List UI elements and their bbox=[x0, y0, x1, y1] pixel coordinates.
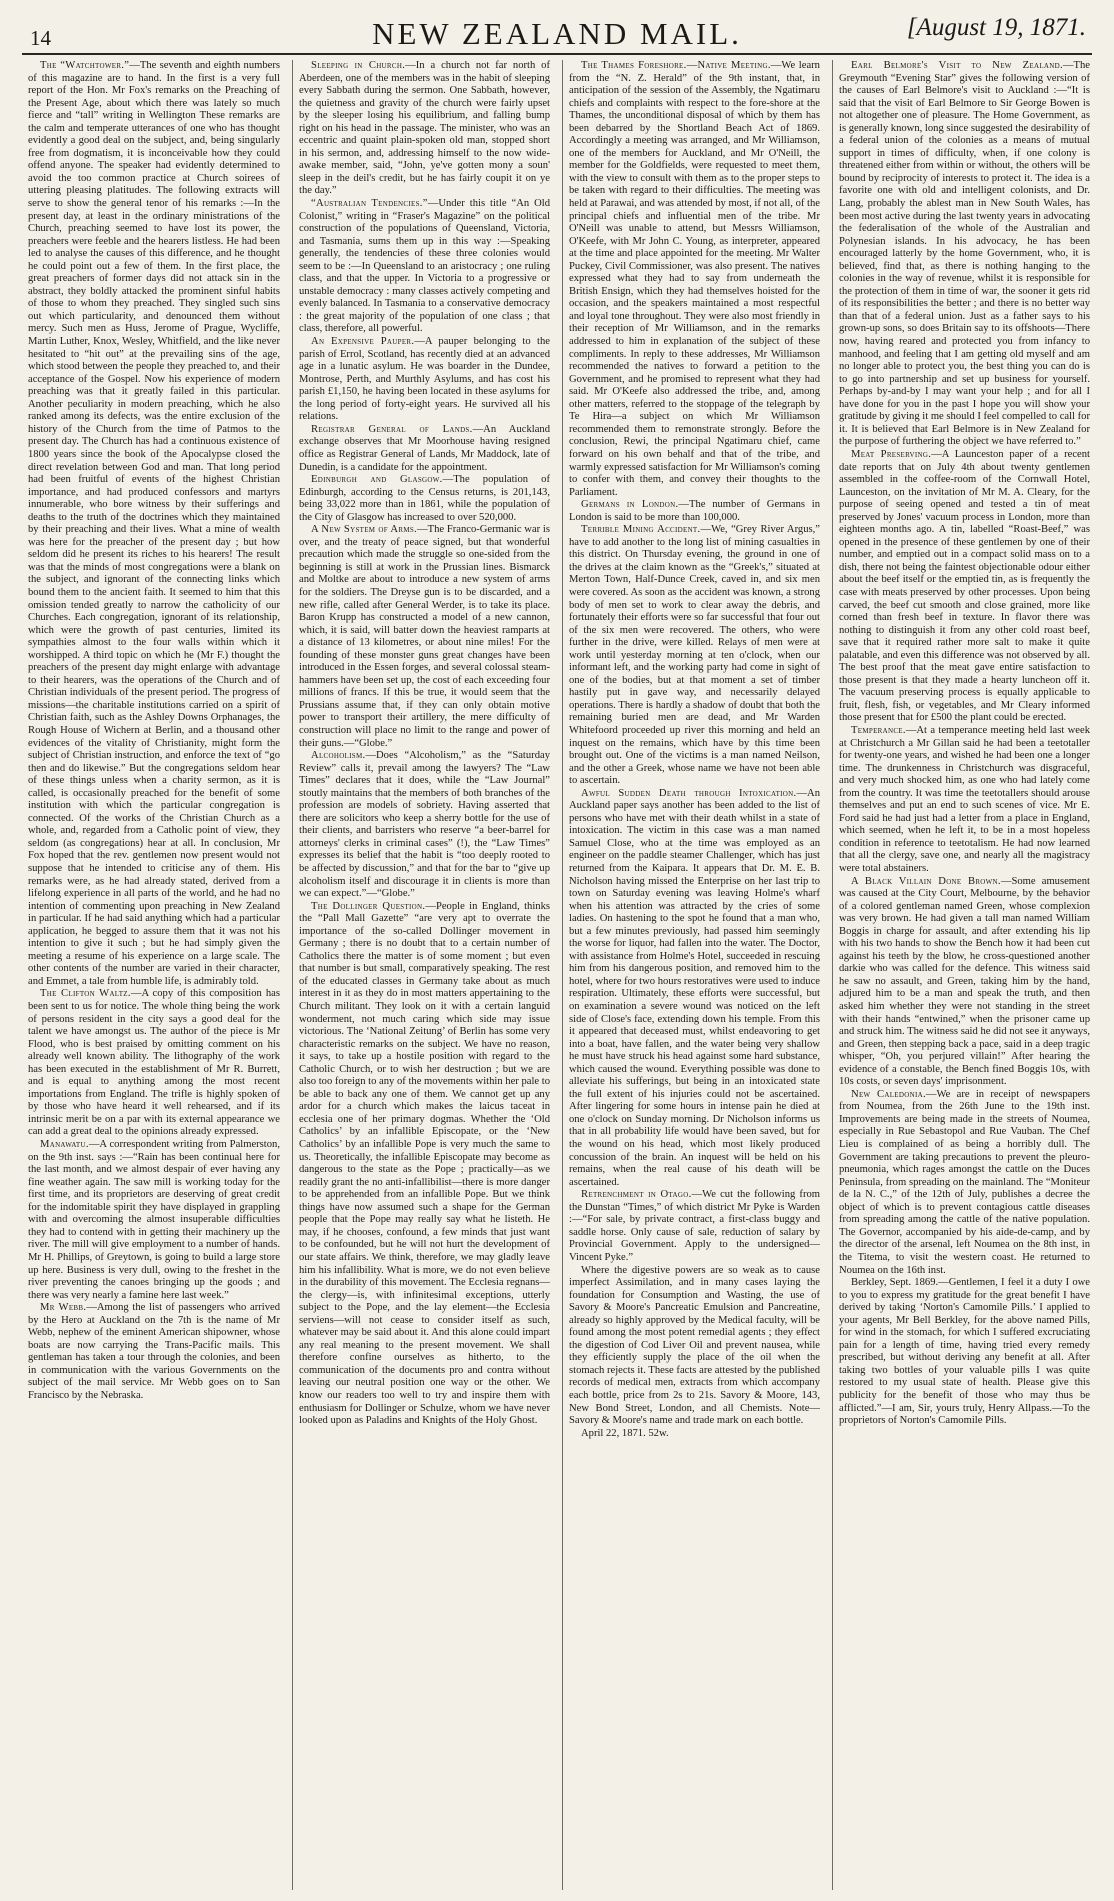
article-heading: “Australian Tendencies.” bbox=[311, 198, 428, 210]
article-body: —In a church not far north of Aberdeen, one of the members was in the habit of sleeping every Sabbath during the sermon. One Sabbath, however, the quietness and gravity of the church were fairly upset by the sleeper losing his equilibrium, and falling bump right on his head in the passage. The minister, who was an eccentric and quaint plain-spoken old man, stopped short in his sermon, and, addressing himself to the now wide-awake member, said, “John, ye've gotten mony a soun' sleep in the deil's credit, but he has fairly coupit it on ye the day.” bbox=[299, 60, 550, 197]
article-heading: Alcoholism. bbox=[311, 750, 366, 762]
article bbox=[839, 725, 1090, 876]
article-heading: A Black Villain Done Brown. bbox=[851, 875, 1001, 887]
article-body: —An Auckland paper says another has been added to the list of persons who have met with their death whilst in a state of intoxication. The victim in this case was a man named Samuel Close, who at the time was employed as an engineer on the paddle steamer Challenger, which has just returned from the Kaipara. It appears that Dr. M. E. B. Nicholson having missed the Enterprise on her last trip to town on Saturday evening was leaving Holme's wharf when his attention was attracted by the cries of some ladies. On hastening to the spot he found that a man who, but a few minutes previously, had passed him seemingly the worse for liquor, had fallen into the water. The Doctor, with assistance from Holme's Hotel, succeeded in rescuing him from his dangerous position, and removed him to the hotel, where for two hours restoratives were used to induce respiration. Ultimately, these efforts were successful, but on examination a severe wound was noticed on the left side of Close's face, extending down his temple. From this it appeared that deceased must, whilst endeavoring to get into a boat, have fallen, and the water being very shallow he must have struck his head against some hard substance, which caused the wound. Everything possible was done to alleviate his sufferings, but being in an intoxicated state the full extent of his injuries could not be ascertained. After lingering for some hours in intense pain he died at one o'clock on Sunday morning. Dr Nicholson informs us that in all probability life would have been saved, but for the wound on his head, which most likely produced concussion of the brain. An inquest will be held on his remains, when the real cause of his death will be ascertained. bbox=[569, 787, 820, 1188]
article bbox=[569, 1428, 820, 1441]
article bbox=[569, 1189, 820, 1264]
article bbox=[299, 336, 550, 424]
article-body: —A Launceston paper of a recent date reports that on July 4th about twenty gentlemen assembled in the coffee-room of the Cornwall Hotel, Launceston, on the invitation of Mr M. A. Cleary, for the purpose of seeing opened and tested a tin of meat preserved by Jones' vacuum process in London, more than eighteen months ago. A tin, labelled “Roast-Beef,” was opened in the presence of these gentlemen by one of their number, and emptied out in a compact solid mass on to a dish, there not being the faintest objectionable odour either about the beef itself or the emptied tin, as is frequently the case with meats preserved by other processes. Upon being carved, the beef cut smooth and close grained, more like corned than fresh beef in texture. In flavor there was nothing to distinguish it from any other cold roast beef, save that it required rather more salt to make it quite palatable, and even this difference was not observed by all. The best proof that the meat gave entire satisfaction to those present is that they made a hearty luncheon off it. The vacuum preserving process is equally applicable to fruit, flesh, fish, or vegetables, and Mr Cleary informed those present that for £500 the plant could be erected. bbox=[839, 448, 1090, 724]
article-heading: The Clifton Waltz. bbox=[40, 988, 131, 1000]
article-body: —People in England, thinks the “Pall Mall Gazette” “are very apt to overrate the importance of the so-called Dollinger movement in Germany ; there is no doubt that to a certain number of Catholics there the matter is of some moment ; but even that number is but small, comparatively speaking. The rest of the educated classes in Germany take about as much interest in it as they do in most matters appertaining to the Church militant. They look on it with a certain languid wonderment, not much caring which side may issue victorious. The ‘National Zeitung’ of Berlin has some very characteristic remarks on the subject. We have no reason, it says, to take up a hostile position with regard to the Catholic Church, or to wish her destruction ; but we are also too foreign to any of the movements within her pale to be able to back any one of them. We cannot get up any ardor for a church which makes the laicus taceat in ecclesia one of her primary dogmas. Whether the ‘Old Catholics’ by an infallible Episcopate, or the ‘New Catholics’ by an infallible Pope is very much the same to us. Theoretically, the infallible Episcopate may become as dangerous to the state as the Pope ; practically—as we readily grant the no anti-infallibilist—there is more danger to be apprehended from an infallible Pope. But we think things have now assumed such a shape for the German people that the Pope may really say what he listeth. He may, if he chooses, confound, a few minds that just want to be confounded, but he will not hurt the development of our state affairs. We think, therefore, we may gladly leave him his infallibility. What is more, we do not even believe in the durability of this movement. The Ecclesia regnans—the clergy—is, with infinitesimal exceptions, utterly subject to the Pope, and the lay element—the Ecclesia serviens—will not cease to consider itself as such, whatever may be said about it. And this alone could impart any real meaning to the present movement. We shall therefore confine ourselves as hitherto, to the communication of the documents pro and contra without leaving our neutral position one way or the other. We know our readers too well to try and inspire them with enthusiasm for Dollinger or Schulze, whom we have never looked upon as Paladins and Knights of the Holy Ghost. bbox=[299, 900, 550, 1427]
article bbox=[299, 198, 550, 336]
article bbox=[299, 750, 550, 901]
article bbox=[569, 524, 820, 787]
article-body: —At a temperance meeting held last week at Christchurch a Mr Gillan said he had been a teetotaller for twenty-one years, and wished he had been one a longer time. The drunkenness in Christchurch was disgraceful, and very much shocked him, as one who had lately come from the country. It was time the teetotallers should arouse themselves and put an end to such scenes of vice. Mr E. Ford said he had just had a letter from a place in England, which seemed, when he left it, to be in a most hopeless condition in reference to teetotalism. He had now learned that all the clergy, save one, and nearly all the magistracy were total abstainers. bbox=[839, 724, 1090, 874]
page-number: 14 bbox=[30, 26, 51, 50]
article-heading: New Caledonia. bbox=[851, 1088, 926, 1100]
article bbox=[299, 424, 550, 474]
article-body: —We, “Grey River Argus,” have to add another to the long list of mining casualties in this district. On Thursday evening, the ground in one of the drives at the claim known as the “Greek's,” situated at Merton Town, Half-Dunce Creek, caved in, and six men were covered. As soon as the accident was known, a strong body of men set to work to clear away the debris, and fortunately their efforts were so far successful that four out of the six men were recovered. The others, who were further in the drive, were killed. Relays of men were at work until yesterday morning at ten o'clock, when our informant left, and the working party had come in sight of one of the bodies, but at that moment a set of timber hastily put in gave way, and necessarily delayed operations. There is hardly a shadow of doubt that both the remaining buried men are dead, and Mr Warden Whitefoord proceeded up river this morning and held an inquest on the remains, which have by this time been brought out. One of the victims is a man named Neilson, and the other a Greek, whose name we have not been able to ascertain. bbox=[569, 524, 820, 787]
article-heading: The “Watchtower.” bbox=[40, 60, 130, 71]
article-body: —The Greymouth “Evening Star” gives the following version of the causes of Earl Belmore's visit to Auckland :—“It is said that the visit of Earl Belmore to Sir George Bowen is not altogether one of pleasure. The Home Government, as is generally known, long since suggested the desirability of a federal union of the colonies as a means of mutual support in times of difficulty, when, if one colony is threatened either from within or without, the others will be bound by reciprocity of interests to protect it. The idea is a favorite one with old and intelligent colonists, and Dr. Lang, probably the ablest man in New South Wales, has been most active during the last twenty years in advocating the federalisation of the whole of the Australian and Polynesian islands. In his advocacy, he has been encouraged latterly by the home Government, who, it is believed, find that, as there is nothing hanging to the colonies in the way of revenue, whilst it is responsible for the protection of them in time of war, the sooner it gets rid of its responsibilities the better ; and there is no better way than that of a federal union. Just as a father says to his grown-up sons, so does Britain say to its offshoots—There now, having reared and protected you from infancy to manhood, and feeling that I am getting old myself and am no longer able to protect you, the best thing you can do is to go into partnership and set up business for yourself. Perhaps by-and-by I may want your help ; and for all I have done for you in the past I hope you will show your gratitude by giving it me should I feel compelled to call for it. It is believed that Earl Belmore is in New Zealand for the purpose of furthering the object we have referred to.” bbox=[839, 60, 1090, 448]
article-heading: Temperance. bbox=[851, 724, 906, 736]
article bbox=[28, 60, 280, 988]
article-body: —Some amusement was caused at the City Court, Melbourne, by the behavior of a colored gentleman named Green, whose complexion was very brown. He had given a tall man named William Boggis in charge for assault, and after extending his lip with his two hands to show the Bench how it had been cut against his teeth by the blow, he cross-questioned another darkie who was called for the defence. This witness said he saw no assault, and Green, taking him by the hand, adjured him to be a man and speak the truth, and then asked him whether they were not standing in the street with their hands “entwined,” when the prisoner came up and struck him. The witness said he did not see it anyways, and Green, then stepping back a pace, said in a deep tragic whisper, “Oh, you perjured villain!” After hearing the evidence of a constable, the Bench fined Boggis 10s, with 10s costs, or seven days' imprisonment. bbox=[839, 875, 1090, 1088]
page-header bbox=[22, 14, 1092, 50]
article-body: Where the digestive powers are so weak as to cause imperfect Assimilation, and in many cases laying the foundation for Consumption and Wasting, the use of Savory & Moore's Pancreatic Emulsion and Pancreatine, already so highly approved by the Medical faculty, will be found among the most potent remedial agents ; they effect the digestion of Cod Liver Oil and prevent nausea, while they efficiently supply the place of the oil when the stomach rejects it. These facts are attested by the published records of medical men, extracts from which accompany each bottle, price from 2s to 21s. Savory & Moore, 143, New Bond Street, London, and all Chemists. Note—Savory & Moore's name and trade mark on each bottle. bbox=[569, 1264, 820, 1427]
columns bbox=[22, 60, 1096, 1890]
article bbox=[28, 1302, 280, 1402]
article-heading: Awful Sudden Death through Intoxication. bbox=[581, 787, 797, 799]
article-body: —We cut the following from the Dunstan “Times,” of which district Mr Pyke is Warden :—“For sale, by private contract, a first-class buggy and saddle horse. Only cause of sale, reduction of salary by Provincial Government. Apply to the undersigned—Vincent Pyke.” bbox=[569, 1189, 821, 1263]
article-body: —A correspondent writing from Palmerston, on the 9th inst. says :—“Rain has been continual here for the last month, and we almost despair of ever having any fine weather again. The saw mill is working today for the first time, and its proprietors are deserving of great credit for the indomitable spirit they have displayed in grappling with and overcoming the almost insuperable difficulties they had to contend with in getting their machinery up the river. The mill will give employment to a number of hands. Mr H. Phillips, of Greytown, is going to build a large store up here. Business is very dull, owing to the freshet in the river preventing the canoes bringing up the goods ; and there was very nearly a famine here last week.” bbox=[28, 1139, 280, 1301]
article bbox=[839, 1277, 1090, 1428]
article-body: April 22, 1871. 52w. bbox=[581, 1427, 669, 1439]
article-body: —Among the list of passengers who arrived by the Hero at Auckland on the 7th is the name of Mr Webb, nephew of the eminent American shipowner, whose boats are now carrying the Trans-Pacific mails. This gentleman has taken a tour through the colonies, and been in communication with the various Governments on the subject of the mail service. Mr Webb goes on to San Francisco by the Nebraska. bbox=[28, 1302, 280, 1401]
article bbox=[839, 876, 1090, 1089]
article-heading: The Dollinger Question. bbox=[311, 900, 426, 912]
article bbox=[569, 60, 820, 499]
article-heading: Registrar General of Lands. bbox=[311, 423, 473, 435]
column-2 bbox=[292, 60, 556, 1890]
article-body: —Does “Alcoholism,” as the “Saturday Review” calls it, prevail among the lawyers? The “Law Times” declares that it does, while the “Law Journal” stoutly maintains that the members of both branches of the profession are models of sobriety. Having asserted that there are solicitors who keep a sherry bottle for the use of their clients, and barristers who reserve “a beer-barrel for attorneys' clerks in criminal cases” (!), the “Law Times” expresses its belief that the habit is “too deeply rooted to be affected by discussion,” and that for the bar to “give up alcoholism itself and discourage it in clients is more than we can expect.”—“Globe.” bbox=[299, 750, 550, 900]
article-heading: Earl Belmore's Visit to New Zealand. bbox=[851, 60, 1063, 71]
article-body: —Under this title “An Old Colonist,” writing in “Fraser's Magazine” on the political construction of the populations of Queensland, Victoria, and Tasmania, sums them up in this way :—Speaking generally, the tendencies of these three colonies would seem to be :—In Queensland to an aristocracy ; one ruling class, and that the upper. In Victoria to a progressive or unstable democracy : many classes actively competing and evenly balanced. In Tasmania to a conservative democracy : the great majority of the population of one class ; that class, therefore, all powerful. bbox=[299, 198, 551, 335]
article-body: —An Auckland exchange observes that Mr Moorhouse having resigned office as Registrar General of Lands, Mr Maddock, late of Dunedin, is a candidate for the appointment. bbox=[299, 423, 550, 473]
article bbox=[28, 988, 280, 1139]
article-heading: Mr Webb. bbox=[40, 1302, 87, 1314]
article-body: —The Franco-Germanic war is over, and the treaty of peace signed, but that wonderful precaution which made the struggle so one-sided from the beginning is still at work in the Prussian lines. Bismarck and Moltke are about to introduce a new system of arms for the soldiers. The Dreyse gun is to be discarded, and a new rifle, called after General Werder, is to take its place. Baron Krupp has constructed a model of a new cannon, which, it is said, will batter down the heaviest ramparts at a distance of 13 kilometres, or about nine miles! For the founding of these monster guns great changes have been introduced in the Essen forges, and several colossal steam-hammers have been set up, the cost of each exceeding four millions of francs. If this be true, it would seem that the Prussians assume that, if they can only obtain motive power to transport their artillery, the mere difficulty of construction will place no limit to the range and power of their guns.—“Globe.” bbox=[299, 524, 550, 749]
article-heading: Terrible Mining Accident. bbox=[581, 524, 701, 536]
article bbox=[569, 1265, 820, 1428]
article bbox=[569, 499, 820, 524]
article bbox=[28, 1139, 280, 1302]
article bbox=[299, 474, 550, 524]
article-heading: The Thames Foreshore.—Native Meeting. bbox=[581, 60, 771, 71]
masthead-title: NEW ZEALAND MAIL. bbox=[372, 16, 742, 51]
article bbox=[299, 60, 550, 198]
article-heading: An Expensive Pauper. bbox=[311, 336, 415, 348]
article-heading: Meat Preserving. bbox=[851, 448, 932, 460]
issue-date: [August 19, 1871. bbox=[906, 14, 1086, 41]
column-3 bbox=[562, 60, 826, 1890]
column-4 bbox=[832, 60, 1096, 1890]
article-body: —A pauper belonging to the parish of Errol, Scotland, has recently died at an advanced age in a lunatic asylum. He was boarder in the Dundee, Montrose, Perth, and Murthly Asylums, and has cost his parish £1,150, he having been located in these asylums for the long period of forty-eight years. He survived all his relations. bbox=[299, 336, 550, 423]
article-heading: Retrenchment in Otago. bbox=[581, 1189, 692, 1201]
article-heading: Manawatu. bbox=[40, 1139, 89, 1151]
article-body: —The number of Germans in London is said to be more than 100,000. bbox=[569, 499, 820, 523]
article-body: —The seventh and eighth numbers of this magazine are to hand. In the first is a very full report of the Hon. Mr Fox's remarks on the Preaching of the Present Age, about which there was lately so much fierce and “tall” writing in Wellington These remarks are the calm and temperate utterances of one who has thought evidently a good deal on the subject, and, being singularly free from dogmatism, it is inconceivable how they could offend anyone. The speaker had evidently determined to avoid the too common practice at Church soirees of uttering pleasing platitudes. The following extracts will serve to show the general tenor of his remarks :—In the present day, at least in the ordinary ministrations of the Church, preaching seemed to have lost its power, the preachers were feeble and the hearers listless. He had been led to analyse the causes of this difference, and he thought he could point out a few of them. In the first place, the great preachers of former days did not attack sin in the abstract, they boldly attacked the prominent sinful habits of those to whom they preached. They singled such sins out which particularity, and denounced them without mercy. Such men as Huss, Jerome of Prague, Wycliffe, Martin Luther, Knox, Wesley, Whitfield, and the like never hesitated to “hit out” at the prevailing sins of the age, which stood between the people they preached to, and their acceptance of the Gospel. Now his experience of modern preaching was that it greatly failed in this particular. Another peculiarity in modern preaching, which he also ranked among its defects, was the entire exclusion of the history of the Church from the time of Patmos to the present day. The Church has had a continuous existence of 1800 years since the book of the Apocalypse closed the direct revelation between God and man. That long period had been fruitful of events of the highest Christian importance, and had produced confessors and martyrs innumerable, who bore witness by their sufferings and deaths to the truth of the doctrines which they maintained by their preaching and their lives. What a mine of wealth was here for the preacher of the present day ; but how seldom did he present its riches to his hearers! The result was that the minds of most congregations were a blank on the subject, and ignorant of the connecting links which bound them to the ancient faith. It seemed to him that this omission tended greatly to narrow the catholicity of our Churches. Each congregation, ignorant of its relationship, which were the growth of past centuries, limited its sympathies almost to the four walls within which it worshipped. A third topic on which he (Mr F.) thought the preachers of the present day might enlarge with advantage to their hearers, was the operations of the Church and of Christian individuals of the present period. The progress of missions—the charitable institutions carried on a spirit of Christian faith, such as the Ashley Downs Orphanages, the Rough House of Wichern at Berlin, and a thousand other evidences of the vitality of Christianity, might form the subject of Christian instruction, and enforce the text of “go then and do likewise.” But the congregations seldom hear of these things unless when a charity sermon, as it is called, is occasionally preached for the benefit of some institution with which the particular congregation is connected. Of the works of the Christian Church as a whole, and, regarded from a Catholic point of view, they seldom (as congregations) hear at all. In conclusion, Mr Fox hoped that the rev. gentlemen now present would not suppose that he intended to criticise any of them. His remarks were, as he had already stated, derived from a lifelong experience in all parts of the world, and he had no intention of commenting upon preaching in New Zealand in particular. If he had said anything which had a particular application, he begged to assure them that it was not his intention to give it such ; but he had simply given the meeting a resume of his experience on a large scale. The other contents of the number are varied in their character, and Emmet, a tale from humble life, is admirably told. bbox=[28, 60, 281, 987]
article-body: —The population of Edinburgh, according to the Census returns, is 201,143, being 33,022 more than in 1861, while the population of the City of Glasgow has increased to over 520,000. bbox=[299, 474, 550, 523]
article bbox=[299, 524, 550, 750]
article bbox=[299, 901, 550, 1428]
article-body: —We are in receipt of newspapers from Noumea, from the 26th June to the 19th inst. Improvements are being made in the streets of Noumea, especially in Rue Sebastopol and Rue Vauban. The Chef Lieu is complained of as being a horribly dull. The Government are taking precautions to prevent the pleuro-pneumonia, which rages amongst the cattle on the Duces Peninsula, from spreading on the mainland. The “Moniteur de la N. C.,” of the 12th of July, publishes a decree the object of which is to prevent contagious cattle diseases from spreading among the cattle of the native population. The Governor, accompanied by his aide-de-camp, and by the director of the arsenal, left Noumea on the 8th inst, in the Titema, to visit the western coast. He returned to Noumea on the 16th inst. bbox=[839, 1088, 1090, 1276]
article-body: —A copy of this composition has been sent to us for notice. The whole thing being the work of persons resident in the city says a good deal for the talent we have amongst us. The author of the piece is Mr Flood, who is best praised by omitting comment on his already well known ability. The lithography of the work has been executed in the establishment of Mr R. Burrett, and is equal to anything among the most recent importations from England. The trifle is highly spoken of by those who have heard it well rehearsed, and if its intrinsic merit be on a par with its external appearance we can add a great deal to the opinions already expressed. bbox=[28, 988, 280, 1138]
column-1 bbox=[22, 60, 286, 1890]
article-heading: Sleeping in Church. bbox=[311, 60, 406, 71]
article-body: —We learn from the “N. Z. Herald” of the 9th instant, that, in anticipation of the session of the Assembly, the Ngatimaru chiefs and complaints with respect to the fore-shore at the Thames, the unconditional disposal of which by them has been debarred by the Shortland Beach Act of 1869. Accordingly a meeting was arranged, and Mr Williamson, one of the members for Auckland, and Mr O'Neill, the member for the Goldfields, were requested to meet them, with the view to consult with them as to the proper steps to be taken with regard to their difficulties. The meeting was held at Parawai, and was attended by most, if not all, of the principal chiefs and influential men of the tribe. Mr O'Neill was unable to attend, but Messrs Williamson, O'Keefe, with Mr John C. Young, as interpreter, appeared at the time and place appointed for the meeting. Mr Walter Puckey, Civil Commissioner, was also present. The natives expressed what they had to say from underneath the British Ensign, which they had themselves hoisted for the occasion, and the speakers maintained a most respectful and loyal tone throughout. They were also most friendly in their reception of Mr Williamson, and in the remarks addressed to him in explanation of the subject of these compliments. In reply to these addresses, Mr Williamson recommended the natives to forward a petition to the Government, and he promised to represent what they had said. Mr O'Keefe also addressed the tribe, and, among other matters, referred to the stoppage of the telegraph by Te Hira—a subject on which Mr Williamson recommended them to remonstrate strongly. Before the conclusion, Rewi, the principal Ngatimaru chief, came forward on his own behalf and that of the tribe, and warmly expressed satisfaction for Mr Williamson's coming to confer with them, and convey their thoughts to the Parliament. bbox=[569, 60, 820, 498]
article bbox=[839, 449, 1090, 725]
header-rule bbox=[22, 53, 1092, 55]
article bbox=[569, 788, 820, 1190]
article bbox=[839, 60, 1090, 449]
article bbox=[839, 1089, 1090, 1277]
article-heading: Germans in London. bbox=[581, 499, 679, 511]
article-heading: A New System of Arms. bbox=[311, 524, 417, 536]
article-body: Berkley, Sept. 1869.—Gentlemen, I feel it a duty I owe to you to express my gratitude for the great benefit I have derived by taking ‘Norton's Camomile Pills.’ I applied to your agents, Mr Bell Berkley, for the above named Pills, for wind in the stomach, for which I suffered excruciating pain for a length of time, having tried every remedy prescribed, but without deriving any benefit at all. After taking two bottles of your valuable pills I was quite restored to my usual state of health. Please give this publicity for the benefit of those who may thus be afflicted.”—I am, Sir, yours truly, Henry Allpass.—To the proprietors of Norton's Camomile Pills. bbox=[839, 1277, 1090, 1427]
article-heading: Edinburgh and Glasgow. bbox=[311, 474, 443, 486]
